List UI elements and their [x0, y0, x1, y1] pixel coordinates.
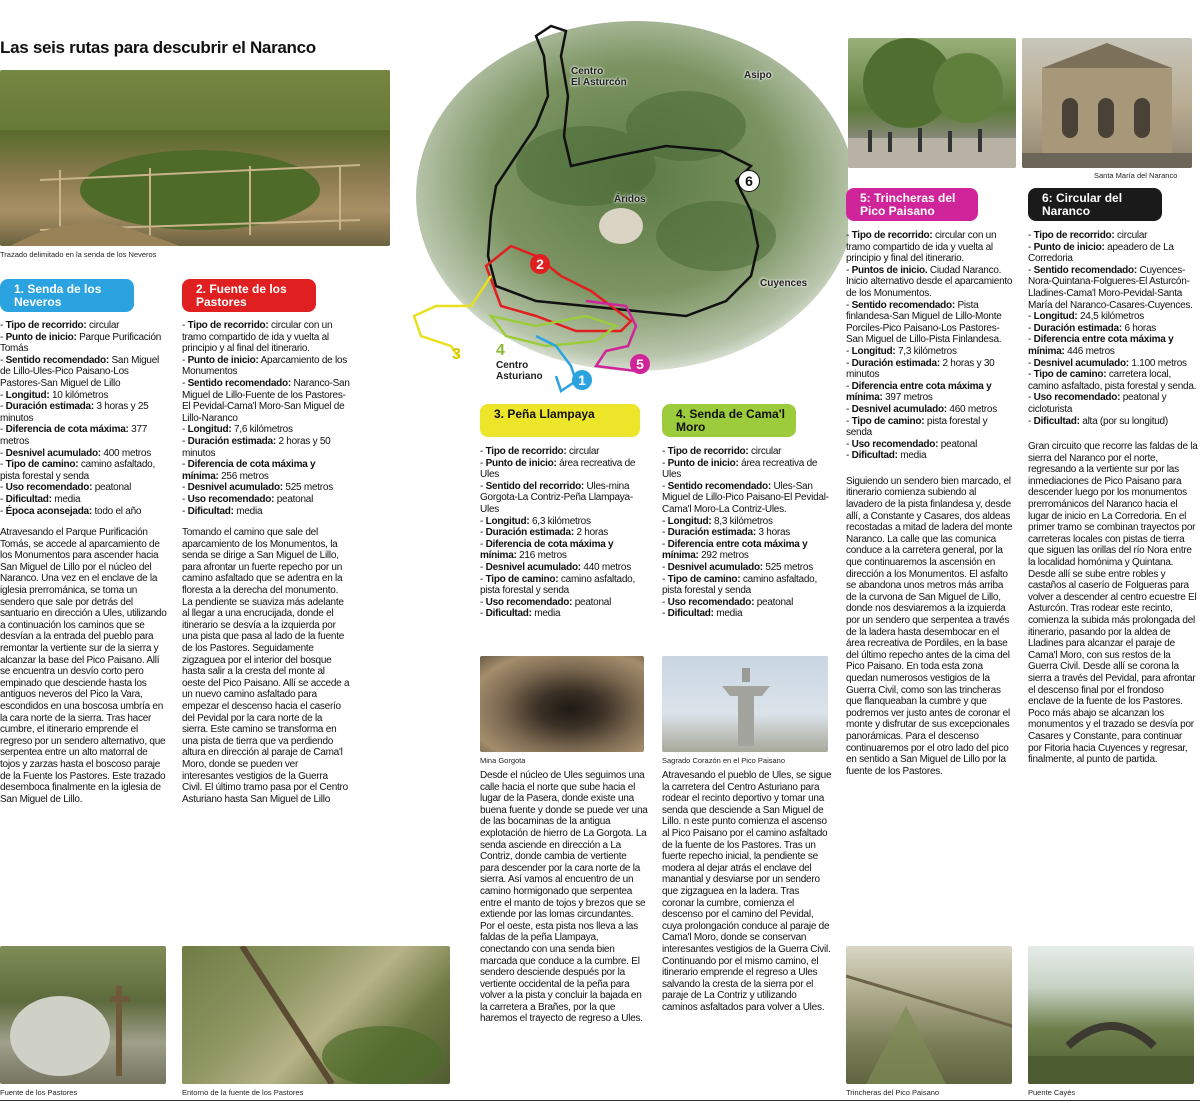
spec-item — [480, 562, 648, 574]
spec-item — [662, 608, 832, 620]
spec-item — [662, 481, 832, 516]
spec-item — [480, 446, 648, 458]
spec-key: Diferencia de cota máxima: — [5, 424, 129, 436]
spec-value: Pista finlandesa-San Miguel de Lillo-Monte Porciles-Pico Paisano-Los Pastores-San Miguel de Lillo-Pista Finlandesa. — [846, 299, 1002, 346]
spec-value: 24,5 kilómetros — [1077, 311, 1145, 323]
spec-value: media — [897, 450, 927, 462]
spec-item — [480, 608, 648, 620]
spec-key: Desnivel acumulado: — [5, 447, 101, 459]
route-1-header: 1. Senda de los Neveros — [0, 279, 134, 312]
spec-value: media — [233, 505, 263, 517]
spec-item — [662, 458, 832, 481]
spec-key: Longitud: — [5, 389, 50, 401]
spec-value: 2 horas y 30 minutos — [846, 357, 995, 381]
route-4-description-block — [662, 770, 832, 1013]
spec-item — [182, 459, 350, 482]
spec-item — [846, 346, 1014, 358]
photo-mina-gorgota — [480, 656, 644, 752]
spec-value: 397 metros — [882, 392, 933, 404]
spec-key: Diferencia entre cota máxima y mínima: — [662, 538, 808, 562]
spec-item — [1028, 230, 1198, 242]
spec-key: Desnivel acumulado: — [187, 482, 283, 494]
spec-value: Cuyences-Nora-Quintana-Folgueres-El Asturcón-Lladines-Cama'l Moro-Pevidal-Santa María del Naranco-Casares-Cuyences. — [1028, 264, 1193, 311]
spec-item — [846, 265, 1014, 300]
route-6-body — [1028, 230, 1198, 766]
photo-entorno-fuente — [182, 946, 450, 1084]
spec-key: Duración estimada: — [485, 527, 574, 539]
spec-key: Uso recomendado: — [485, 596, 573, 608]
map-label-cuyences: Cuyences — [760, 278, 808, 289]
spec-value: San Miguel de Lillo-Ules-Pico Paisano-Los Pastores-San Miguel de Lillo — [0, 354, 160, 389]
photo-statue-drawing — [662, 656, 828, 752]
caption-neveros: Trazado delimitado en la senda de los Neveros — [0, 250, 157, 259]
map-marker-4: 4 — [496, 342, 505, 359]
photo-trees-drawing — [848, 38, 1016, 168]
spec-key: Diferencia de cota máxima y mínima: — [480, 538, 614, 562]
spec-key: Tipo de camino: — [1033, 369, 1107, 381]
spec-item — [182, 424, 350, 436]
spec-value: media — [51, 493, 81, 505]
spec-key: Sentido del recorrido: — [485, 480, 585, 492]
spec-item — [846, 439, 1014, 451]
caption-mina: Mina Gorgota — [480, 756, 526, 765]
caption-fuente: Fuente de los Pastores — [0, 1088, 78, 1097]
route-6-header: 6: Circular del Naranco — [1028, 188, 1162, 221]
route-1-body — [0, 320, 168, 805]
spec-key: Longitud: — [851, 345, 896, 357]
spec-key: Longitud: — [187, 424, 232, 436]
spec-value: 460 metros — [946, 403, 997, 415]
spec-item — [182, 494, 350, 506]
spec-key: Tipo de recorrido: — [485, 446, 567, 457]
spec-key: Sentido recomendado: — [1033, 264, 1137, 276]
spec-key: Época aconsejada: — [5, 505, 92, 517]
route-3-description: Desde el núcleo de Ules seguimos una calle hacia el norte que sube hacia el lugar de la Pasera, donde existe una buena fuente y donde se puede ver una de las bocaminas de la antigua explotación de hierro de La Gorgota. La senda asciende en dirección a La Contriz, donde cambia de vertiente para descender por la cara norte de la sierra. Así vamos al encuentro de un camino hormigonado que serpentea entre el manto de tojos y brezos que se extiende por las lomas circundantes. Por el oeste, esta pista nos lleva a las faldas de la peña Llampaya, conectando con una senda bien marcada que conduce a la cumbre. El sendero desciende después por la vertiente occidental de la peña para volver a la pista y concluir la bajada en la carretera a Brañes, por la que haremos el trayecto de regreso a Ules. — [480, 770, 648, 1025]
map-label-aridos: Áridos — [614, 194, 646, 205]
spec-item — [662, 516, 832, 528]
photo-neveros-trail — [0, 70, 390, 246]
spec-item — [1028, 323, 1198, 335]
spec-item — [480, 574, 648, 597]
spec-value: camino asfaltado, pista forestal y senda — [0, 459, 156, 482]
spec-value: 525 metros — [762, 561, 813, 573]
spec-item — [182, 482, 350, 494]
spec-item — [846, 404, 1014, 416]
spec-value: peatonal — [938, 438, 978, 450]
spec-value: 292 metros — [698, 550, 749, 562]
spec-value: apeadero de La Corredoria — [1028, 241, 1174, 265]
spec-item — [1028, 392, 1198, 415]
spec-key: Longitud: — [667, 515, 712, 527]
map-marker-5: 5 — [630, 354, 650, 374]
spec-key: Punto de inicio: — [5, 331, 77, 343]
spec-key: Duración estimada: — [1033, 322, 1122, 334]
spec-key: Duración estimada: — [5, 401, 94, 413]
spec-item — [662, 597, 832, 609]
spec-value: circular con un tramo compartido de ida y vuelta al principio y final del itinerario. — [846, 230, 997, 265]
photo-santa-maria-trees — [848, 38, 1016, 168]
route-2-description: Tomando el camino que sale del aparcamiento de los Monumentos, la senda se dirige a San Miguel de Lillo, para afrontar un fuerte repecho por un camino asfaltado que se adentra en la floresta a la derecha del monumento. La pendiente se suaviza más adelante al llegar a una encrucijada, donde el itinerario se desvía a la izquierda por una pista que pasa al lado de la fuente de los Pastores. Seguidamente zigzaguea por el interior del bosque hasta salir a la cresta del monte al oeste del Pico Paisano. Allí se accede a un nuevo camino asfaltado para empezar el descenso hacia el caserío del Pevidal por la cara norte de la sierra. Este camino se transforma en una pista de tierra que va perdiendo altura en dirección al paraje de Cama'l Moro, donde se pueden ver interesantes vestigios de la Guerra Civil. El último tramo pasa por el Centro Asturiano hasta San Miguel de Lillo — [182, 527, 350, 805]
spec-value: circular — [86, 320, 120, 331]
spec-item — [1028, 265, 1198, 311]
spec-key: Dificultad: — [667, 608, 714, 620]
spec-key: Duración estimada: — [187, 435, 276, 447]
spec-item — [0, 390, 168, 402]
spec-key: Uso recomendado: — [851, 438, 939, 450]
spec-key: Tipo de recorrido: — [1033, 230, 1115, 241]
route-3-body — [480, 446, 648, 620]
spec-value: circular — [748, 446, 782, 457]
spec-key: Punto de inicio: — [485, 457, 557, 469]
photo-puente-cayes — [1028, 946, 1194, 1084]
route-1-specs — [0, 320, 168, 517]
spec-value: peatonal y cicloturista — [1028, 392, 1167, 415]
map-label-asipo: Asipo — [744, 70, 772, 81]
spec-key: Longitud: — [1033, 311, 1078, 323]
spec-value: área recreativa de Ules — [480, 457, 636, 481]
spec-item — [0, 355, 168, 390]
spec-item — [182, 506, 350, 518]
spec-value: peatonal — [274, 493, 314, 505]
spec-value: camino asfaltado, pista forestal y senda — [480, 573, 636, 597]
spec-item — [182, 320, 350, 355]
page-title: Las seis rutas para descubrir el Naranco — [0, 38, 316, 57]
spec-key: Sentido recomendado: — [187, 377, 291, 389]
spec-item — [1028, 358, 1198, 370]
spec-value: Naranco-San Miguel de Lillo-Fuente de los Pastores-El Pevidal-Cama'l Moro-San Miguel de Lillo-Naranco — [182, 377, 350, 424]
spec-item — [846, 358, 1014, 381]
route-5-description: Siguiendo un sendero bien marcado, el itinerario comienza subiendo al lavadero de la pista finlandesa y, desde allí, a Constante y Casares, dos aldeas recostadas a mitad de ladera del monte Naranco. La calle que las comunica conduce a la carretera general, por la que continuaremos la ascensión en dirección a los Monumentos. El asfalto se abandona unos metros más arriba de la curvona de San Miguel de Lillo, donde nos desviaremos a la izquierda por un sendero que serpentea a través de la ladera hasta desembocar en el área recreativa de Pordiles, en la base del último repecho antes de la cima del Pico Paisano. En toda esta zona quedan numerosos vestigios de la Guerra Civil, como son las trincheras que flanqueaban la cumbre y que podremos ver justo antes de coronar el monte y disfrutar de sus excepcionales panorámicas. Para el descenso continuaremos por el otro lado del pico en sentido a San Miguel de Lillo por la fuente de los Pastores. — [846, 475, 1013, 777]
spec-value: peatonal — [92, 482, 132, 494]
spec-value: pista forestal y senda — [846, 415, 988, 439]
spec-key: Uso recomendado: — [667, 596, 755, 608]
spec-value: 400 metros — [100, 447, 151, 459]
route-2-header: 2. Fuente de los Pastores — [182, 279, 316, 312]
spec-key: Sentido recomendado: — [667, 480, 771, 492]
spec-value: 7,6 kilómetros — [231, 424, 293, 436]
spec-key: Tipo de recorrido: — [187, 320, 269, 331]
route-6-specs — [1028, 230, 1198, 427]
route-3-specs — [480, 446, 648, 620]
spec-key: Uso recomendado: — [187, 493, 275, 505]
spec-value: 8,3 kilómetros — [711, 515, 773, 527]
spec-key: Dificultad: — [1033, 415, 1080, 427]
spec-key: Uso recomendado: — [1033, 392, 1121, 404]
spec-value: circular — [566, 446, 600, 457]
spec-value: todo el año — [91, 505, 142, 517]
spec-value: Aparcamiento de los Monumentos — [182, 354, 347, 378]
spec-value: Parque Purificación Tomás — [0, 331, 162, 355]
spec-item — [480, 516, 648, 528]
spec-item — [1028, 242, 1198, 265]
spec-value: peatonal — [754, 596, 794, 608]
spec-item — [846, 416, 1014, 439]
caption-santa-maria: Santa María del Naranco — [1094, 171, 1178, 180]
spec-item — [1028, 416, 1198, 428]
spec-key: Puntos de inicio. — [851, 264, 928, 276]
spec-value: carretera local, camino asfaltado, pista forestal y senda. — [1028, 369, 1197, 392]
spec-value: 2 horas — [573, 527, 609, 539]
spec-item — [0, 320, 168, 332]
spec-item — [846, 300, 1014, 346]
spec-item — [662, 446, 832, 458]
photo-sagrado-corazon — [662, 656, 828, 752]
spec-key: Desnivel acumulado: — [667, 561, 763, 573]
spec-value: 216 metros — [516, 550, 567, 562]
spec-key: Tipo de recorrido: — [667, 446, 749, 457]
spec-key: Diferencia entre cota máxima y mínima: — [846, 380, 992, 404]
spec-value: alta (por su longitud) — [1079, 415, 1168, 427]
spec-value: circular con un tramo compartido de ida y vuelta al principio y al final del itinerario. — [182, 320, 333, 355]
route-3-description-block — [480, 770, 648, 1025]
spec-key: Punto de inicio: — [187, 354, 259, 366]
spec-value: Ciudad Naranco. Inicio alternativo desde el aparcamiento de los Monumentos. — [846, 264, 1013, 299]
spec-key: Tipo de camino: — [667, 573, 741, 585]
spec-item — [846, 381, 1014, 404]
spec-item — [0, 494, 168, 506]
caption-puente: Puente Cayés — [1028, 1088, 1076, 1097]
spec-item — [662, 574, 832, 597]
spec-item — [0, 459, 168, 482]
caption-entorno: Entorno de la fuente de los Pastores — [182, 1088, 304, 1097]
spec-item — [846, 450, 1014, 462]
route-3-header: 3. Peña Llampaya — [480, 404, 640, 437]
spec-key: Uso recomendado: — [5, 482, 93, 494]
map-marker-3: 3 — [452, 346, 461, 363]
spec-item — [0, 332, 168, 355]
spec-key: Dificultad: — [187, 505, 234, 517]
spec-value: 377 metros — [0, 424, 148, 447]
spec-item — [182, 355, 350, 378]
caption-sagrado: Sagrado Corazón en el Pico Paisano — [662, 756, 785, 765]
map-label-centro-asturcon: Centro El Asturcón — [571, 66, 627, 88]
photo-trincheras — [846, 946, 1012, 1084]
spec-key: Punto de inicio: — [667, 457, 739, 469]
spec-key: Diferencia entre cota máxima y mínima: — [1028, 334, 1174, 357]
route-5-header: 5: Trincheras del Pico Paisano — [846, 188, 978, 221]
route-5-body — [846, 230, 1014, 777]
spec-item — [0, 506, 168, 518]
route-6-description: Gran circuito que recorre las faldas de la sierra del Naranco por el norte, regresando a la vertiente sur por las inmediaciones de Pico Paisano para descender luego por los monumentos prerrománicos del Naranco hacia el lugar de inicio en La Corredoria. En el primer tramo se combinan trayectos por carreteras locales con pistas de tierra que siguen las orillas del río Nora entre la localidad homónima y Quintana. Desde allí se sube entre robles y castaños al caserío de Folgueras para volver a descender al centro ecuestre El Asturcón. Tras rodear este recinto, comienza la subida más prolongada del itinerario, pasando por la aldea de Lladines para alcanzar el paraje de Cama'l Moro, con sus restos de la Guerra Civil. Desde allí se corona la sierra a través del Pevidal, para afrontar el descenso final por el frondoso enclave de la fuente de los Pastores. Poco más abajo se alcanzan los monumentos y el trazado se desvía por Casares y Constante, para continuar por Fitoria hacia Cuyences y regresar, finalmente, al punto de partida. — [1028, 441, 1198, 766]
spec-item — [480, 597, 648, 609]
spec-item — [846, 230, 1014, 265]
spec-value: peatonal — [572, 596, 612, 608]
spec-item — [182, 436, 350, 459]
spec-value: 7,3 kilómetros — [895, 345, 957, 357]
spec-value: 6 horas — [1121, 322, 1157, 334]
spec-key: Desnivel acumulado: — [1033, 357, 1129, 369]
spec-key: Longitud: — [485, 515, 530, 527]
spec-item — [0, 401, 168, 424]
spec-value: media — [713, 608, 743, 620]
spec-item — [480, 539, 648, 562]
map-marker-6: 6 — [738, 170, 760, 192]
route-4-description: Atravesando el pueblo de Ules, se sigue la carretera del Centro Asturiano para rodear el recinto deportivo y tomar una senda que desciende a San Miguel de Lillo. n este punto comienza el ascenso al Pico Paisano por el camino asfaltado de la fuente de los Pastores. Tras un fuerte repecho inicial, la pendiente se modera al dejar atrás el enclave del manantial y desviarse por un sendero que zigzaguea en la ladera. Tras coronar la cumbre, comienza el descenso por el camino del Pevidal, cuya prolongación conduce al paraje de Cama'l Moro, donde se conservan interesantes vestigios de la Guerra Civil. Continuando por el mismo camino, el itinerario emprende el regreso a Ules salvando la cresta de la sierra por el paraje de La Contriz y utilizando caminos asfaltados para volver a Ules. — [662, 770, 832, 1013]
spec-key: Sentido recomendado: — [5, 354, 109, 366]
spec-key: Desnivel acumulado: — [485, 561, 581, 573]
spec-item — [662, 527, 832, 539]
route-4-header: 4. Senda de Cama'l Moro — [662, 404, 796, 437]
map-marker-2: 2 — [530, 254, 550, 274]
photo-neveros-drawing — [0, 70, 390, 246]
spec-value: circular — [1114, 230, 1148, 241]
spec-key: Duración estimada: — [851, 357, 940, 369]
spec-key: Diferencia de cota máxima y mínima: — [182, 459, 316, 482]
spec-value: 256 metros — [218, 470, 269, 482]
spec-key: Tipo de camino: — [5, 459, 79, 471]
spec-item — [182, 378, 350, 424]
spec-item — [480, 458, 648, 481]
photo-fuente-drawing — [0, 946, 166, 1084]
route-1-description: Atravesando el Parque Purificación Tomás, se accede al aparcamiento de los Monumentos para ascender hacia San Miguel de Lillo por el núcleo del Naranco. Una vez en el enclave de la iglesia prerrománica, se toma un sendero que sale por detrás del santuario en dirección a Ules, utilizando a continuación los caminos que se desvían a la entrada del pueblo para remontar la vertiente sur de la sierra y alcanzar la base del Pico Paisano. Allí se encuentra un desvío corto pero empinado que desciende hasta los antiguos neveros del Pico la Vara, escondidos en una boscosa umbría en la cara norte de la sierra. Tras hacer cumbre, el itinerario emprende el regreso por un sendero alternativo, que serpentea entre un alto matorral de tojos y zarzas hasta el boscoso paraje de la Fuente los Pastores. Este trazado desemboca finalmente en la iglesia de San Miguel de Lillo. — [0, 527, 167, 805]
spec-value: 525 metros — [282, 482, 333, 494]
route-2-specs — [182, 320, 350, 517]
spec-key: Duración estimada: — [667, 527, 756, 539]
spec-item — [0, 482, 168, 494]
spec-value: camino asfaltado, pista forestal y senda — [662, 573, 818, 597]
spec-key: Dificultad: — [485, 608, 532, 620]
spec-item — [662, 539, 832, 562]
spec-key: Desnivel acumulado: — [851, 403, 947, 415]
spec-value: área recreativa de Ules — [662, 457, 818, 481]
spec-item — [0, 448, 168, 460]
spec-value: 2 horas y 50 minutos — [182, 435, 331, 459]
photo-entorno-drawing — [182, 946, 450, 1084]
route-map — [396, 16, 848, 416]
spec-key: Tipo de recorrido: — [5, 320, 87, 331]
spec-key: Dificultad: — [851, 450, 898, 462]
photo-church-drawing — [1022, 38, 1192, 168]
caption-trincheras: Trincheras del Pico Paisano — [846, 1088, 940, 1097]
route-4-body — [662, 446, 832, 620]
route-4-specs — [662, 446, 832, 620]
route-5-specs — [846, 230, 1014, 462]
spec-key: Dificultad: — [5, 493, 52, 505]
photo-trincheras-drawing — [846, 946, 1012, 1084]
spec-item — [480, 481, 648, 516]
spec-value: 1.100 metros — [1128, 357, 1187, 369]
spec-key: Sentido recomendado: — [851, 299, 955, 311]
spec-value: 6,3 kilómetros — [529, 515, 591, 527]
spec-key: Tipo de camino: — [485, 573, 559, 585]
spec-value: 446 metros — [1064, 345, 1115, 357]
photo-santa-maria-church — [1022, 38, 1192, 168]
spec-item — [1028, 369, 1198, 392]
photo-fuente-pastores — [0, 946, 166, 1084]
map-marker-1: 1 — [572, 370, 592, 390]
spec-value: 3 horas — [755, 527, 791, 539]
spec-item — [0, 424, 168, 447]
spec-item — [662, 562, 832, 574]
spec-value: media — [531, 608, 561, 620]
spec-value: Ules-San Miguel de Lillo-Pico Paisano-El Pevidal-Cama'l Moro-La Contriz-Ules. — [662, 480, 829, 515]
spec-key: Punto de inicio: — [1033, 241, 1105, 253]
spec-value: 440 metros — [580, 561, 631, 573]
spec-key: Tipo de camino: — [851, 415, 925, 427]
spec-item — [1028, 334, 1198, 357]
spec-item — [1028, 311, 1198, 323]
spec-key: Tipo de recorrido: — [851, 230, 933, 241]
spec-item — [480, 527, 648, 539]
spec-value: 10 kilómetros — [49, 389, 109, 401]
spec-value: Ules-mina Gorgota-La Contriz-Peña Llampaya-Ules — [480, 480, 633, 515]
bottom-rule — [0, 1100, 1200, 1101]
route-2-body — [182, 320, 350, 805]
spec-value: 3 horas y 25 minutos — [0, 401, 149, 424]
photo-puente-drawing — [1028, 946, 1194, 1084]
map-label-centro-asturiano: Centro Asturiano — [496, 360, 543, 382]
